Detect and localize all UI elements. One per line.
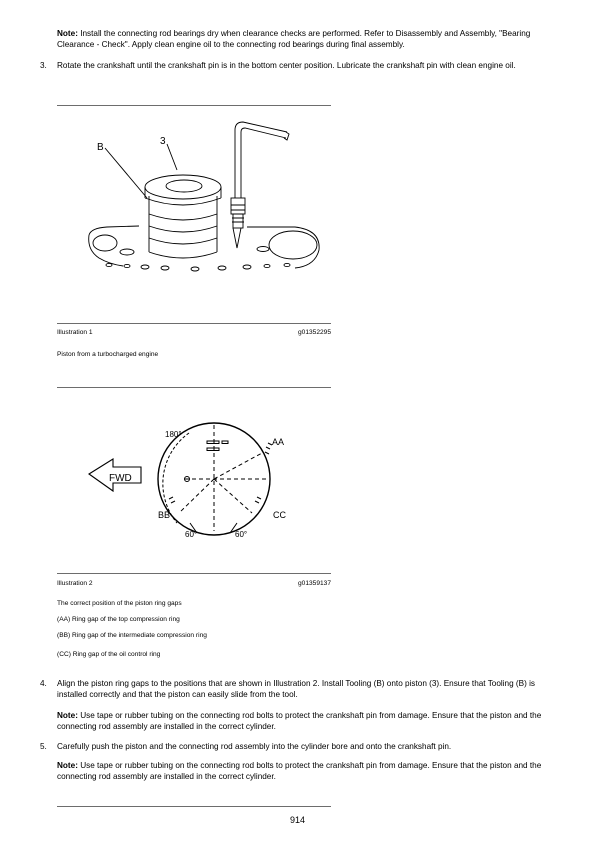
fwd-label: FWD: [109, 473, 132, 484]
illustration-2-caption: The correct position of the piston ring gaps: [57, 600, 182, 607]
illustration-2-item-bb: (BB) Ring gap of the intermediate compression ring: [57, 632, 207, 639]
callout-3: 3: [160, 136, 166, 147]
note-3-text: Use tape or rubber tubing on the connecting rod bolts to protect the crankshaft pin from damage. Ensure that the piston and the connecting rod assembly are installed in the correct cylinder.: [57, 761, 542, 781]
label-aa: AA: [272, 437, 285, 447]
note-1: [57, 28, 547, 50]
illustration-1-caption: Piston from a turbocharged engine: [57, 351, 159, 358]
illustration-1-code: g01352295: [297, 329, 331, 336]
illustration-2-item-cc: (CC) Ring gap of the oil control ring: [57, 651, 161, 658]
note-2-label: Note:: [57, 711, 78, 720]
note-3-label: Note:: [57, 761, 78, 770]
illustration-2-item-aa: (AA) Ring gap of the top compression ring: [57, 616, 180, 623]
step-5-number: 5.: [40, 742, 47, 751]
illustration-1-bottom-rule: [57, 323, 331, 324]
label-60-left: 60°: [185, 530, 198, 539]
illustration-1-top-rule: [57, 105, 331, 106]
step-3-number: 3.: [40, 61, 47, 70]
label-cc: CC: [273, 510, 286, 520]
label-bb: BB: [158, 510, 171, 520]
illustration-1-label: Illustration 1: [57, 329, 93, 336]
piston-illustration: [57, 110, 331, 318]
label-180: 180°: [165, 430, 182, 439]
footer-rule: [57, 806, 331, 807]
step-3-text: Rotate the crankshaft until the crankshaft pin is in the bottom center position. Lubricate the crankshaft pin with clean engine oil.: [57, 61, 516, 70]
note-2: [57, 710, 547, 732]
note-1-label: Note:: [57, 29, 78, 38]
illustration-2-label: Illustration 2: [57, 580, 93, 587]
label-60-right: 60°: [235, 530, 248, 539]
illustration-2-code: g01359137: [297, 580, 331, 587]
step-5-text: Carefully push the piston and the connecting rod assembly into the cylinder bore and onto the crankshaft pin.: [57, 742, 452, 751]
callout-b: B: [97, 142, 104, 153]
ring-gap-diagram: [57, 405, 331, 570]
step-4-number: 4.: [40, 679, 47, 688]
note-3: [57, 760, 547, 782]
page-number: 914: [289, 815, 306, 825]
step-4-text: Align the piston ring gaps to the positions that are shown in Illustration 2. Install Tooling (B) onto piston (3). Ensure that Tooling (B) is installed correctly and that the piston can easily slide from the tool.: [57, 679, 536, 699]
note-1-text: Install the connecting rod bearings dry when clearance checks are performed. Refer to Disassembly and Assembly, "Bearing Clearance - Check". Apply clean engine oil to the connecting rod bearings during final assembly.: [57, 29, 531, 49]
illustration-2-bottom-rule: [57, 573, 331, 574]
illustration-2-top-rule: [57, 387, 331, 388]
note-2-text: Use tape or rubber tubing on the connecting rod bolts to protect the crankshaft pin from damage. Ensure that the piston and the connecting rod assembly are installed in the correct cylinder.: [57, 711, 542, 731]
